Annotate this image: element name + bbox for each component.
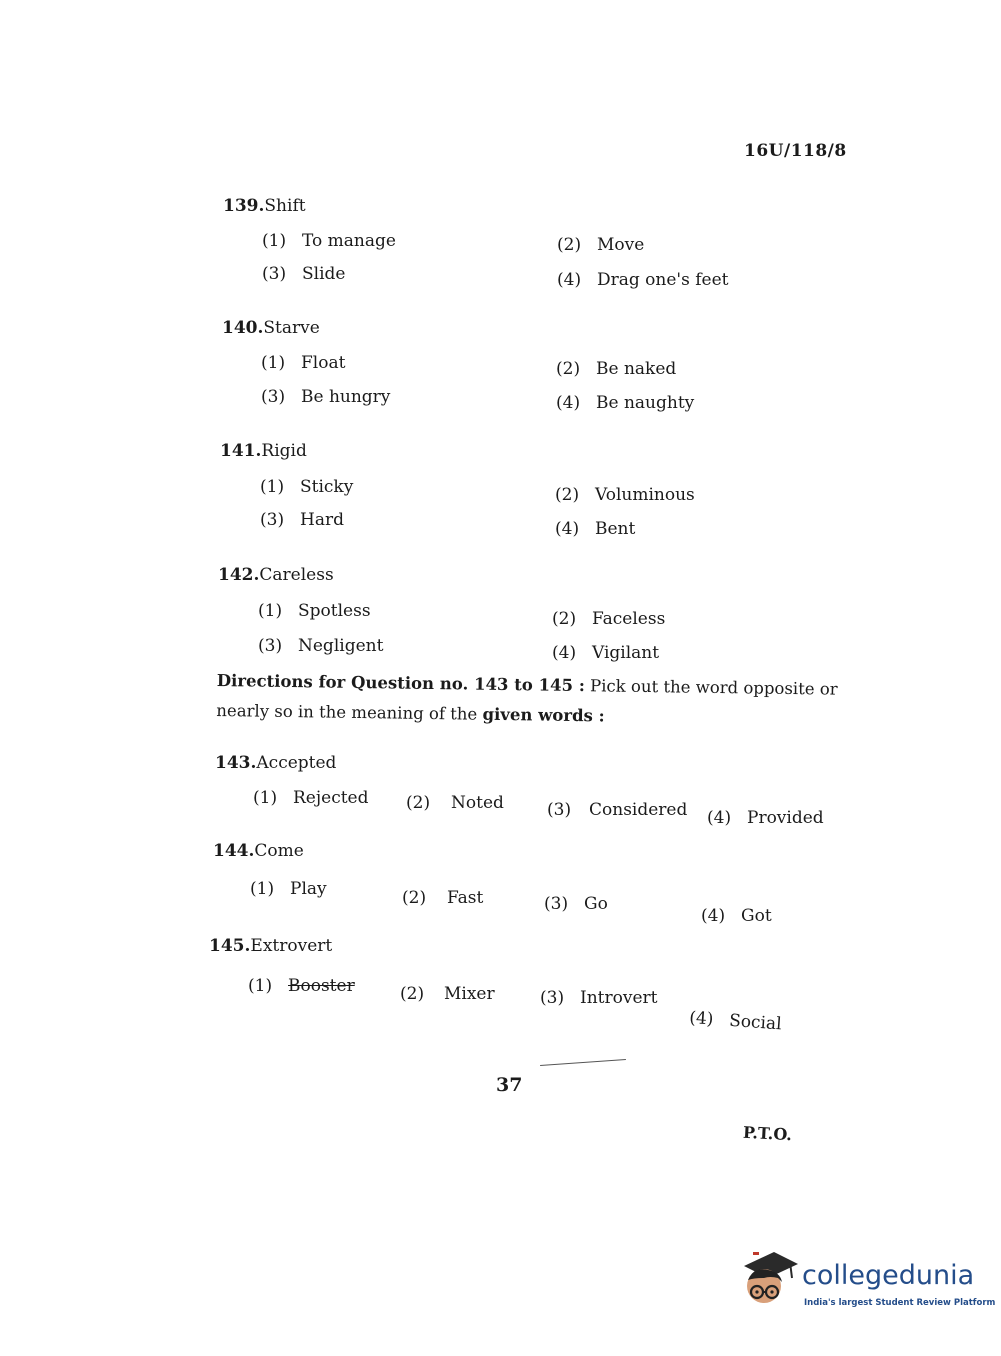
question-word: Come [254, 841, 304, 861]
question-word: Starve [263, 318, 320, 338]
collegedunia-logo[interactable] [740, 1248, 996, 1320]
option-number: (1) [260, 477, 285, 497]
option [556, 359, 676, 379]
question-141 [220, 441, 307, 461]
option-text: Fast [447, 888, 484, 908]
question-143 [215, 753, 336, 773]
option-number: (2) [555, 485, 580, 505]
option [253, 788, 369, 808]
option-text: Booster [288, 976, 355, 996]
option-text: Voluminous [595, 485, 695, 505]
option [556, 393, 694, 413]
option [547, 800, 687, 820]
option [262, 264, 345, 284]
option-text: Faceless [592, 609, 666, 629]
question-number: 142. [218, 565, 260, 585]
option [689, 1008, 783, 1034]
option-text: Spotless [298, 601, 371, 621]
question-142 [218, 565, 334, 585]
option-text: Considered [589, 800, 688, 820]
option-number: (4) [552, 643, 577, 663]
logo-brand: collegedunia [802, 1260, 975, 1291]
option-text: Provided [747, 808, 824, 828]
option [555, 519, 635, 539]
option-text: Be naked [596, 359, 677, 379]
question-140 [222, 318, 320, 338]
page-number: 37 [496, 1074, 523, 1096]
option-text: Float [301, 353, 346, 373]
option [701, 906, 772, 926]
option-text: Slide [302, 264, 346, 284]
option-text: Bent [595, 519, 636, 539]
question-number: 140. [222, 318, 264, 338]
option-number: (3) [262, 264, 287, 284]
option [258, 601, 371, 621]
option-text: Social [728, 1010, 783, 1035]
option-number: (4) [555, 519, 580, 539]
pto-label: P.T.O. [742, 1122, 793, 1145]
option [258, 636, 383, 656]
question-number: 145. [209, 936, 251, 956]
option-text: Be hungry [301, 387, 391, 407]
option-number: (1) [261, 353, 286, 373]
option-number: (1) [248, 976, 273, 996]
question-word: Accepted [256, 753, 337, 773]
option-text: Drag one's feet [597, 270, 729, 290]
option-number: (4) [701, 906, 726, 926]
option-number: (2) [552, 609, 577, 629]
option [248, 976, 355, 996]
question-word: Extrovert [250, 936, 333, 956]
option [557, 270, 728, 290]
option-number: (3) [258, 636, 283, 656]
option-text: Hard [300, 510, 344, 530]
option [260, 510, 344, 530]
option-number: (2) [556, 359, 581, 379]
option-number: (4) [556, 393, 581, 413]
option-number: (2) [406, 793, 431, 813]
directions-bold: Directions for Question no. 143 to 145 : [216, 670, 586, 696]
option-text: Rejected [293, 788, 369, 808]
question-number: 139. [223, 196, 265, 216]
option-number: (1) [253, 788, 278, 808]
option-number: (3) [540, 988, 565, 1008]
option [544, 894, 608, 914]
option [260, 477, 353, 497]
option [261, 387, 390, 407]
option-number: (4) [707, 808, 732, 828]
option [557, 235, 644, 255]
option-number: (2) [402, 888, 427, 908]
option [707, 808, 824, 828]
option [400, 984, 495, 1004]
question-word: Careless [259, 565, 334, 585]
option [552, 643, 659, 663]
option-text: Sticky [300, 477, 354, 497]
option-number: (1) [258, 601, 283, 621]
option-number: (4) [688, 1008, 715, 1030]
scan-mark [540, 1059, 626, 1066]
option-text: Noted [451, 793, 504, 813]
option [552, 609, 665, 629]
option-text: To manage [302, 231, 396, 251]
option-number: (2) [400, 984, 425, 1004]
directions-text: Pick out the word opposite or nearly so in the meaning of the [216, 676, 838, 724]
mascot-icon [740, 1248, 800, 1312]
option-text: Go [584, 894, 608, 914]
option-text: Be naughty [596, 393, 695, 413]
directions-bold-end: given words : [482, 704, 605, 726]
paper-code: 16U/118/8 [744, 141, 847, 161]
option [555, 485, 695, 505]
option-number: (3) [544, 894, 569, 914]
option [250, 879, 327, 899]
question-number: 143. [215, 753, 257, 773]
option-text: Introvert [580, 988, 658, 1008]
directions [216, 666, 857, 735]
option-number: (3) [260, 510, 285, 530]
option-text: Play [290, 879, 327, 899]
option-text: Vigilant [592, 643, 660, 663]
question-144 [213, 841, 304, 861]
option-number: (4) [557, 270, 582, 290]
question-139 [223, 196, 306, 216]
option-number: (2) [557, 235, 582, 255]
option [402, 888, 483, 908]
option [540, 988, 657, 1008]
option [406, 793, 504, 813]
option-text: Got [741, 906, 772, 926]
option-number: (3) [261, 387, 286, 407]
logo-tagline: India's largest Student Review Platform [804, 1298, 996, 1308]
option [261, 353, 345, 373]
option-text: Negligent [298, 636, 384, 656]
option-number: (1) [250, 879, 275, 899]
question-word: Shift [264, 196, 306, 216]
question-number: 141. [220, 441, 262, 461]
question-145 [209, 936, 332, 956]
option-text: Move [597, 235, 645, 255]
question-number: 144. [213, 841, 255, 861]
option-number: (3) [547, 800, 572, 820]
question-word: Rigid [261, 441, 307, 461]
option-number: (1) [262, 231, 287, 251]
option-text: Mixer [444, 984, 495, 1004]
option [262, 231, 396, 251]
